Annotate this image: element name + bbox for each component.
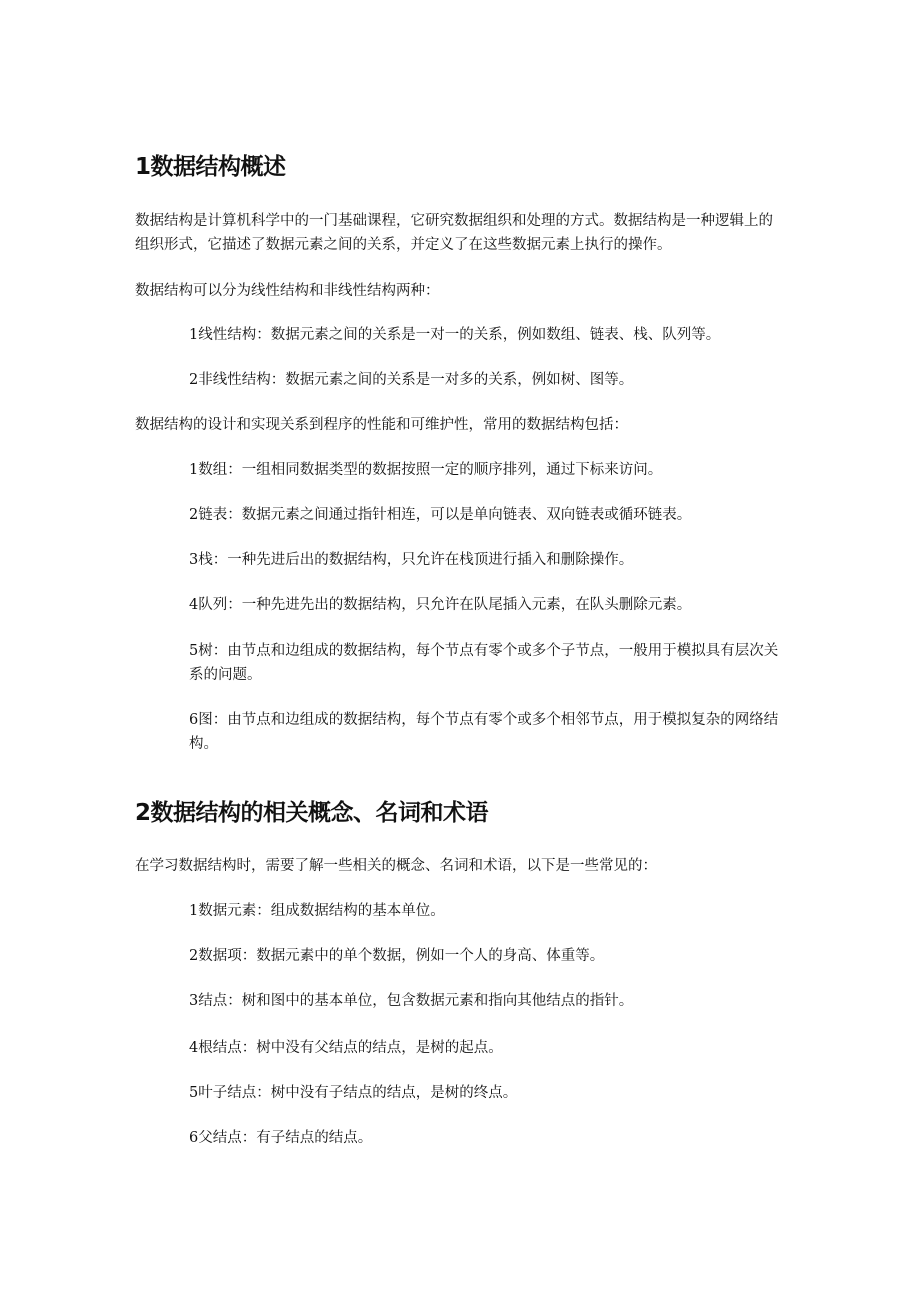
list-item-linear-structure: 1线性结构：数据元素之间的关系是一对一的关系，例如数组、链表、栈、队列等。 [189,327,721,343]
section-2-intro-paragraph: 在学习数据结构时，需要了解一些相关的概念、名词和术语，以下是一些常见的： [135,858,657,874]
list-item-node: 3结点：树和图中的基本单位，包含数据元素和指向其他结点的指针。 [189,993,634,1009]
common-structures-intro-paragraph: 数据结构的设计和实现关系到程序的性能和可维护性，常用的数据结构包括： [135,417,628,433]
list-item-parent-node: 6父结点：有子结点的结点。 [189,1130,373,1146]
list-item-stack: 3栈：一种先进后出的数据结构，只允许在栈顶进行插入和删除操作。 [189,552,634,568]
list-item-nonlinear-structure: 2非线性结构：数据元素之间的关系是一对多的关系，例如树、图等。 [189,372,634,388]
list-item-linked-list: 2链表：数据元素之间通过指针相连，可以是单向链表、双向链表或循环链表。 [189,507,692,523]
list-item-queue: 4队列：一种先进先出的数据结构，只允许在队尾插入元素，在队头删除元素。 [189,597,692,613]
section-1-intro-paragraph: 数据结构是计算机科学中的一门基础课程，它研究数据组织和处理的方式。数据结构是一种逻辑上的组织形式，它描述了数据元素之间的关系，并定义了在这些数据元素上执行的操作。 [135,213,773,253]
section-1-heading: 1数据结构概述 [135,154,286,180]
classification-intro-paragraph: 数据结构可以分为线性结构和非线性结构两种： [135,283,440,299]
list-item-leaf-node: 5叶子结点：树中没有子结点的结点，是树的终点。 [189,1085,518,1101]
list-item-tree: 5树：由节点和边组成的数据结构，每个节点有零个或多个子节点，一般用于模拟具有层次关系的问题。 [189,643,779,683]
list-item-graph: 6图：由节点和边组成的数据结构，每个节点有零个或多个相邻节点，用于模拟复杂的网络结构。 [189,712,779,752]
list-item-array: 1数组：一组相同数据类型的数据按照一定的顺序排列，通过下标来访问。 [189,462,663,478]
section-2-heading: 2数据结构的相关概念、名词和术语 [135,800,489,826]
list-item-data-item: 2数据项：数据元素中的单个数据，例如一个人的身高、体重等。 [189,948,605,964]
list-item-data-element: 1数据元素：组成数据结构的基本单位。 [189,903,445,919]
list-item-root-node: 4根结点：树中没有父结点的结点，是树的起点。 [189,1040,503,1056]
